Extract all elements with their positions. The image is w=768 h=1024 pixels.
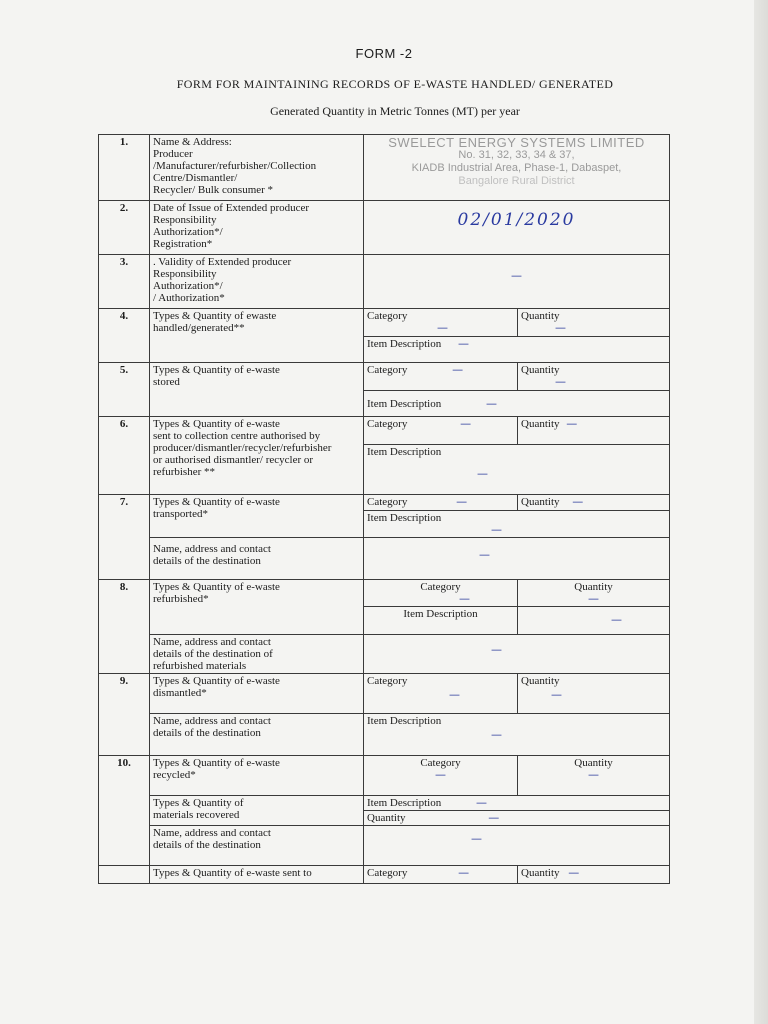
handwritten-dash: — [572,495,584,508]
handwritten-dash: — [458,866,470,879]
row-description [150,255,364,309]
table-row [99,580,670,607]
table-row [99,796,670,811]
table-row [99,826,670,866]
handwritten-dash: — [452,363,464,376]
table-row [99,756,670,796]
desc-line: Types & Quantity of e-waste [153,418,280,430]
quantity-label: Quantity [521,675,560,687]
handwritten-date: 02/01/2020 [457,210,576,230]
desc-line: dismantled* [153,687,207,699]
item-description-label: Item Description [367,446,442,458]
item-description-cell[interactable] [364,511,670,538]
handwritten-dash: — [555,321,566,334]
handwritten-dash: — [566,417,578,430]
category-cell[interactable] [364,580,518,607]
row-description [150,309,364,363]
quantity-label: Quantity [574,757,613,769]
quantity-cell[interactable] [518,417,670,445]
desc-line: Recycler/ Bulk consumer * [153,184,274,196]
validity-cell[interactable] [364,255,670,309]
handwritten-dash: — [457,337,469,350]
desc-line: . Validity of Extended producer [153,256,292,268]
row-sub-description [150,826,364,866]
row-description [150,417,364,495]
table-row [99,363,670,391]
stamp-address-line: No. 31, 32, 33, 34 & 37, [458,149,575,161]
row-number: 8. [99,580,150,674]
destination-cell[interactable] [364,635,670,674]
category-label: Category [367,867,408,879]
quantity-cell[interactable] [518,580,670,607]
authorization-date-cell[interactable] [364,201,670,255]
desc-line: Types & Quantity of e-waste [153,757,280,769]
desc-line: Name, address and contact [153,827,271,839]
stamp-address-line: Bangalore Rural District [458,175,575,187]
handwritten-dash: — [477,467,488,480]
quantity-value-cell[interactable] [518,607,670,635]
row-description [150,495,364,538]
table-row [99,674,670,714]
handwritten-dash: — [456,495,468,508]
handwritten-dash: — [475,796,487,809]
desc-line: Responsibility [153,268,217,280]
desc-line: details of the destination of [153,648,273,660]
row-number: 5. [99,363,150,417]
desc-line: Date of Issue of Extended producer [153,202,310,214]
desc-line: materials recovered [153,809,240,821]
item-description-label: Item Description [367,338,442,350]
table-row [99,538,670,580]
handwritten-dash: — [491,523,502,536]
desc-line: refurbisher ** [153,466,216,478]
desc-line: Centre/Dismantler/ [153,172,238,184]
item-description-label: Item Description [367,512,442,524]
category-label: Category [367,675,408,687]
category-cell[interactable] [364,417,518,445]
category-cell[interactable] [364,495,518,511]
row-number: 2. [99,201,150,255]
desc-line: Responsibility [153,214,217,226]
desc-line: producer/dismantler/recycler/refurbisher [153,442,332,454]
handwritten-dash: — [437,321,448,334]
handwritten-dash: — [511,269,522,282]
quantity-label: Quantity [521,364,560,376]
stamp-company: SWELECT ENERGY SYSTEMS LIMITED [388,135,645,150]
category-label: Category [420,757,461,769]
desc-line: details of the destination [153,727,261,739]
desc-line: handled/generated** [153,322,245,334]
handwritten-dash: — [435,768,446,781]
category-label: Category [367,496,408,508]
quantity-cell[interactable] [518,756,670,796]
handwritten-dash: — [588,768,599,781]
desc-line: Types & Quantity of e-waste sent to [153,867,312,879]
row-number: 9. [99,674,150,756]
handwritten-dash: — [568,866,580,879]
item-description-cell[interactable] [364,445,670,495]
quantity-label: Quantity [574,581,613,593]
category-cell[interactable] [364,866,518,884]
category-label: Category [367,310,408,322]
row-number: 3. [99,255,150,309]
desc-line: Name, address and contact [153,543,271,555]
row-sub-description [150,635,364,674]
handwritten-dash: — [551,688,562,701]
row-description [150,674,364,714]
desc-line: Authorization*/ [153,280,223,292]
item-description-label: Item Description [367,398,442,410]
desc-line: Registration* [153,238,213,250]
desc-line: Types & Quantity of e-waste [153,496,280,508]
desc-line: or authorised dismantler/ recycler or [153,454,314,466]
quantity-cell[interactable] [518,495,670,511]
category-label: Category [367,418,408,430]
desc-line: Types & Quantity of e-waste [153,581,280,593]
desc-line: Producer [153,148,193,160]
quantity-label: Quantity [521,867,560,879]
handwritten-dash: — [471,832,482,845]
handwritten-dash: — [460,417,472,430]
row-sub-description [150,714,364,756]
company-stamp [364,135,670,201]
item-description-label: Item Description [403,608,478,620]
handwritten-dash: — [488,811,500,824]
row-description [150,580,364,635]
item-description-cell[interactable] [364,714,670,756]
row-number: 10. [99,756,150,866]
handwritten-dash: — [479,548,490,561]
row-number: 1. [99,135,150,201]
quantity-label: Quantity [367,812,406,824]
desc-line: refurbished materials [153,660,247,672]
category-cell[interactable] [364,363,518,391]
quantity-cell[interactable] [518,363,670,391]
desc-line: /Manufacturer/refurbisher/Collection [153,160,317,172]
desc-line: details of the destination [153,555,261,567]
desc-line: Types & Quantity of ewaste [153,310,277,322]
table-row [99,201,670,255]
quantity-cell[interactable] [518,674,670,714]
category-cell[interactable] [364,674,518,714]
handwritten-dash: — [491,728,502,741]
desc-line: Name, address and contact [153,636,271,648]
quantity-label: Quantity [521,496,560,508]
desc-line: Authorization*/ [153,226,223,238]
quantity-cell[interactable] [518,309,670,337]
form-number: FORM -2 [355,46,413,61]
desc-line: stored [153,376,180,388]
quantity-cell[interactable] [518,866,670,884]
destination-cell[interactable] [364,826,670,866]
category-label: Category [420,581,461,593]
item-description-label: Item Description [367,715,442,727]
row-number [99,866,150,884]
desc-line: Name & Address: [153,136,232,148]
desc-line: / Authorization* [153,292,225,304]
row-number: 4. [99,309,150,363]
destination-cell[interactable] [364,538,670,580]
desc-line: transported* [153,508,208,520]
desc-line: refurbished* [153,593,209,605]
materials-quantity-cell[interactable] [364,811,670,826]
item-description-label: Item Description [367,797,442,809]
category-label: Category [367,364,408,376]
row-description [150,756,364,796]
desc-line: Name, address and contact [153,715,271,727]
table-row [99,495,670,511]
desc-line: details of the destination [153,839,261,851]
category-cell[interactable] [364,309,518,337]
handwritten-dash: — [588,592,599,605]
handwritten-dash: — [611,613,622,626]
table-row [99,255,670,309]
table-row [99,635,670,674]
item-description-cell[interactable] [364,337,670,363]
quantity-label: Quantity [521,418,560,430]
item-description-cell[interactable] [364,391,670,417]
form-subtitle: Generated Quantity in Metric Tonnes (MT) per year [270,104,520,118]
desc-line: recycled* [153,769,196,781]
row-sub-description [150,538,364,580]
form-title: FORM FOR MAINTAINING RECORDS OF E-WASTE HANDLED/ GENERATED [176,77,614,91]
table-row [99,309,670,337]
row-number: 7. [99,495,150,580]
item-description-cell[interactable] [364,796,670,811]
quantity-label: Quantity [521,310,560,322]
desc-line: Types & Quantity of e-waste [153,675,280,687]
handwritten-dash: — [459,592,470,605]
page-edge [754,0,768,1024]
row-description [150,866,364,884]
desc-line: sent to collection centre authorised by [153,430,321,442]
row-number: 6. [99,417,150,495]
records-table [98,134,670,884]
row-description [150,201,364,255]
item-description-cell[interactable] [364,607,518,635]
desc-line: Types & Quantity of e-waste [153,364,280,376]
handwritten-dash: — [555,375,566,388]
stamp-address-line: KIADB Industrial Area, Phase-1, Dabaspet, [411,162,622,174]
category-cell[interactable] [364,756,518,796]
table-row [99,417,670,445]
row-sub-description [150,796,364,826]
desc-line: Types & Quantity of [153,797,244,809]
table-row [99,866,670,884]
handwritten-dash: — [449,688,460,701]
handwritten-dash: — [491,643,502,656]
table-row [99,135,670,201]
table-row [99,714,670,756]
row-description [150,135,364,201]
handwritten-dash: — [485,397,497,410]
row-description [150,363,364,417]
